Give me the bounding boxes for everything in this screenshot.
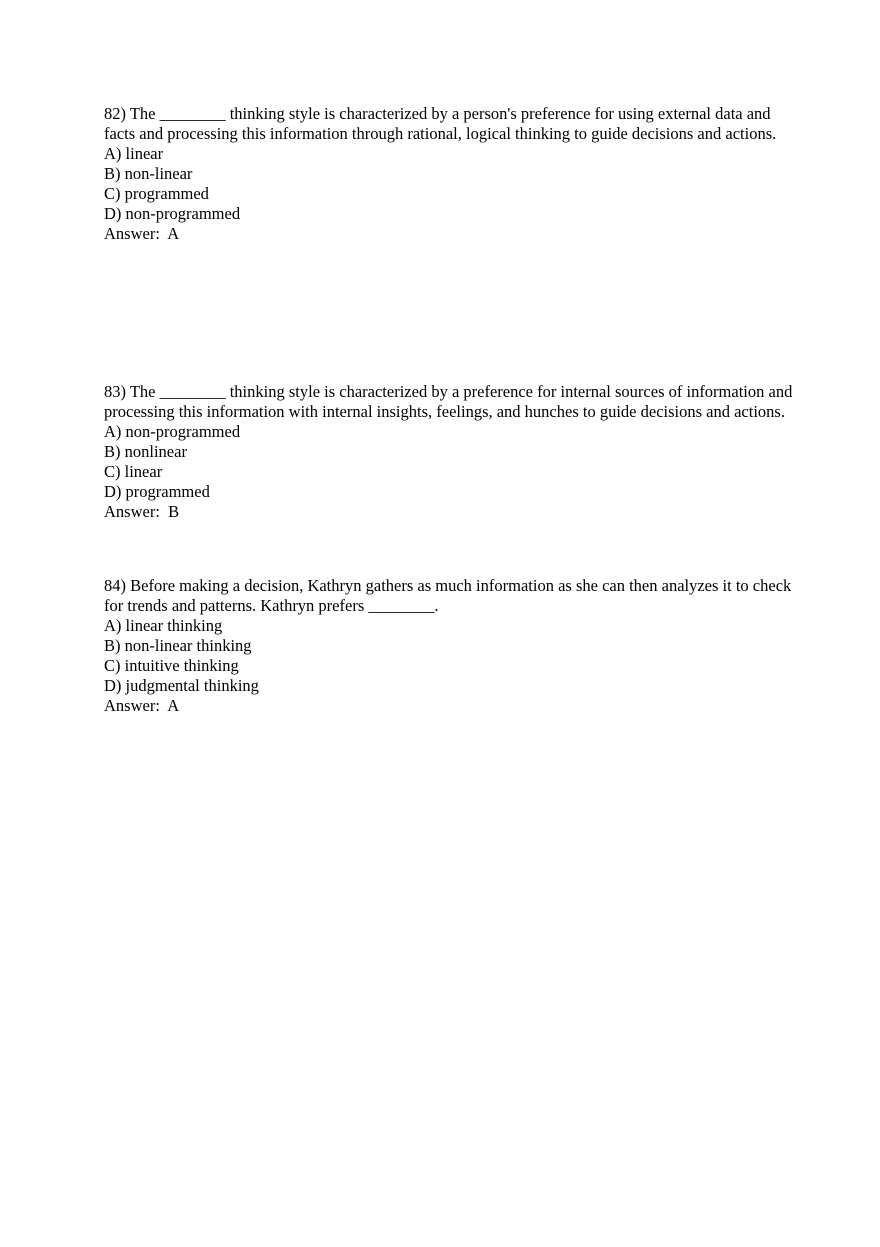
option-b: B) non-linear thinking: [104, 636, 252, 655]
option-c: C) linear: [104, 462, 163, 481]
option-d: D) programmed: [104, 482, 210, 501]
answer-line: [104, 224, 794, 244]
option-a: A) linear: [104, 144, 164, 163]
answer-line: [104, 502, 794, 522]
question-84: [104, 576, 794, 716]
answer-value: A: [167, 696, 180, 715]
option-c: C) intuitive thinking: [104, 656, 239, 675]
option-d: D) non-programmed: [104, 204, 241, 223]
option-a: A) linear thinking: [104, 616, 223, 635]
question-stem: 84) Before making a decision, Kathryn gathers as much information as she can then analyzes it to check for trends and patterns. Kathryn prefers ________.: [104, 576, 792, 615]
answer-label: Answer:: [104, 696, 168, 715]
answer-value: A: [167, 224, 180, 243]
question-stem: 82) The ________ thinking style is characterized by a person's preference for using external data and facts and processing this information through rational, logical thinking to guide decisions and actions.: [104, 104, 777, 143]
option-d: D) judgmental thinking: [104, 676, 259, 695]
option-b: B) non-linear: [104, 164, 193, 183]
question-82: [104, 104, 794, 244]
answer-line: [104, 696, 794, 716]
question-83: [104, 382, 794, 522]
option-a: A) non-programmed: [104, 422, 241, 441]
question-stem: 83) The ________ thinking style is characterized by a preference for internal sources of information and processing this information with internal insights, feelings, and hunches to guide decisions and actions.: [104, 382, 793, 421]
option-b: B) nonlinear: [104, 442, 187, 461]
answer-label: Answer:: [104, 224, 168, 243]
answer-value: B: [168, 502, 180, 521]
option-c: C) programmed: [104, 184, 209, 203]
answer-label: Answer:: [104, 502, 169, 521]
